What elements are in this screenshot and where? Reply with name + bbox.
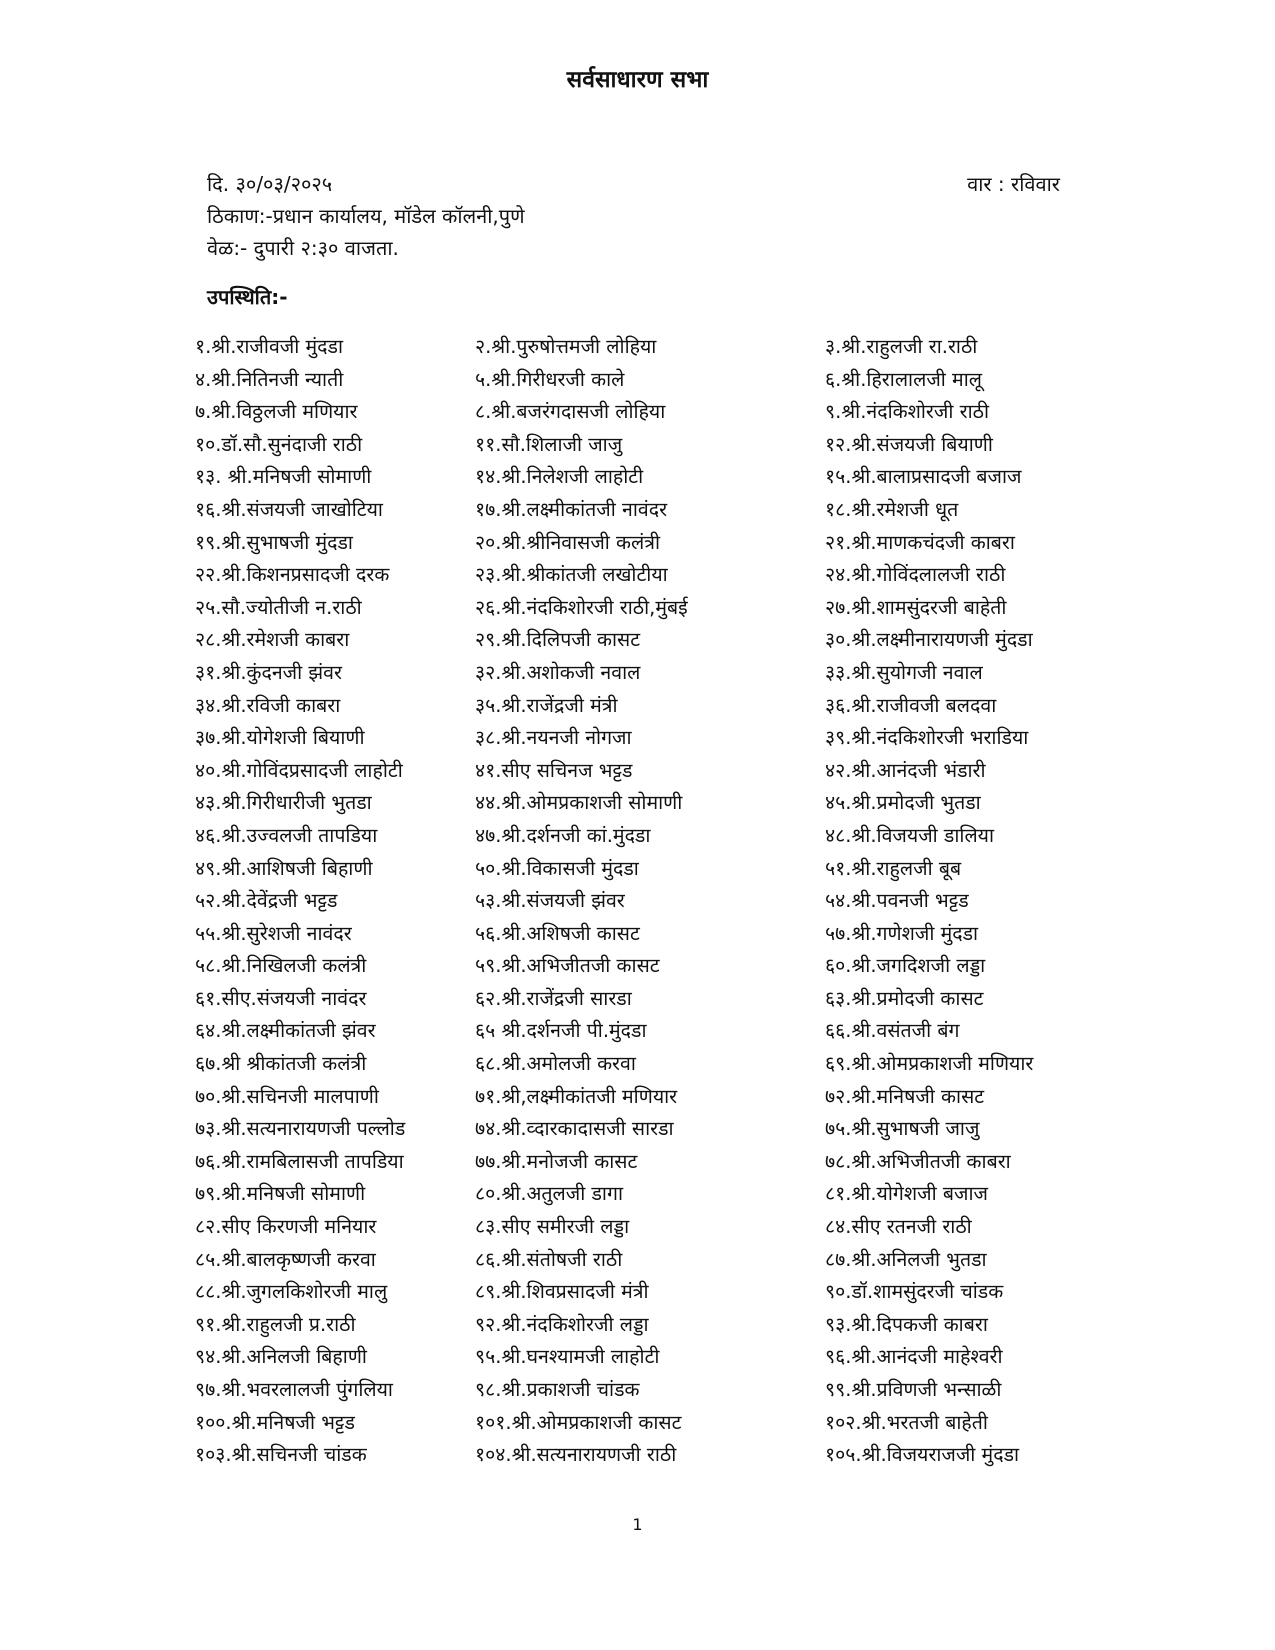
attendee-entry: २६.श्री.नंदकिशोरजी राठी,मुंबई — [475, 595, 688, 619]
attendee-entry: ५८.श्री.निखिलजी कलंत्री — [195, 954, 367, 978]
attendee-entry: ८६.श्री.संतोषजी राठी — [475, 1247, 623, 1271]
attendee-entry: ९६.श्री.आनंदजी माहेश्वरी — [825, 1345, 1003, 1369]
attendee-entry: ७३.श्री.सत्यनारायणजी पल्लोड — [195, 1117, 406, 1141]
attendee-entry: २.श्री.पुरुषोत्तमजी लोहिया — [475, 335, 657, 358]
attendee-entry: १०.डॉ.सौ.सुनंदाजी राठी — [195, 432, 363, 456]
attendee-entry: ४१.सीए सचिनज भट्टड — [475, 758, 633, 782]
attendee-entry: ५७.श्री.गणेशजी मुंदडा — [825, 921, 979, 945]
attendee-entry: ९.श्री.नंदकिशोरजी राठी — [825, 400, 990, 424]
attendee-entry: ३९.श्री.नंदकिशोरजी भराडिया — [825, 726, 1029, 750]
attendee-entry: ७२.श्री.मनिषजी कासट — [825, 1084, 985, 1108]
attendee-entry: ६७.श्री श्रीकांतजी कलंत्री — [195, 1052, 367, 1076]
attendee-entry: १५.श्री.बालाप्रसादजी बजाज — [825, 465, 1022, 489]
attendee-entry: ५१.श्री.राहुलजी बूब — [825, 856, 962, 880]
attendee-entry: ४.श्री.नितिनजी न्याती — [195, 367, 344, 391]
attendee-entry: ९९.श्री.प्रविणजी भन्साळी — [825, 1378, 1002, 1401]
attendee-entry: ५२.श्री.देवेंद्रजी भट्टड — [195, 889, 338, 913]
attendee-entry: ४८.श्री.विजयजी डालिया — [825, 823, 995, 847]
attendee-entry: ४६.श्री.उज्वलजी तापडिया — [195, 823, 378, 847]
attendee-entry: ८०.श्री.अतुलजी डागा — [475, 1182, 623, 1206]
attendee-entry: १०२.श्री.भरतजी बाहेती — [825, 1410, 988, 1434]
attendee-entry: ५.श्री.गिरीधरजी काले — [475, 367, 625, 391]
attendee-entry: ७९.श्री.मनिषजी सोमाणी — [195, 1182, 366, 1206]
attendee-entry: ४५.श्री.प्रमोदजी भुतडा — [825, 791, 981, 815]
meeting-venue: ठिकाण:-प्रधान कार्यालय, मॉडेल कॉलनी,पुणे — [207, 204, 525, 228]
attendee-entry: ७०.श्री.सचिनजी मालपाणी — [195, 1084, 379, 1108]
attendee-entry: १६.श्री.संजयजी जाखोटिया — [195, 497, 383, 521]
attendee-entry: ४३.श्री.गिरीधारीजी भुतडा — [195, 791, 372, 815]
attendance-heading: उपस्थिति:- — [207, 285, 288, 309]
attendee-entry: ९२.श्री.नंदकिशोरजी लड्डा — [475, 1312, 649, 1336]
attendee-entry: ५४.श्री.पवनजी भट्टड — [825, 889, 969, 913]
attendee-entry: २७.श्री.शामसुंदरजी बाहेती — [825, 595, 1007, 619]
attendee-entry: ९८.श्री.प्रकाशजी चांडक — [475, 1378, 640, 1401]
attendee-entry: ५३.श्री.संजयजी झंवर — [475, 889, 625, 913]
attendee-entry: ५०.श्री.विकासजी मुंदडा — [475, 856, 639, 880]
attendee-entry: ६.श्री.हिरालालजी मालू — [825, 367, 982, 391]
attendee-entry: ६२.श्री.राजेंद्रजी सारडा — [475, 986, 632, 1010]
attendee-entry: ७६.श्री.रामबिलासजी तापडिया — [195, 1149, 404, 1173]
attendee-entry: १४.श्री.निलेशजी लाहोटी — [475, 465, 644, 489]
attendee-entry: १०४.श्री.सत्यनारायणजी राठी — [475, 1443, 677, 1467]
attendee-entry: ७७.श्री.मनोजजी कासट — [475, 1149, 638, 1173]
attendee-entry: ३८.श्री.नयनजी नोगजा — [475, 726, 632, 750]
attendee-entry: ८.श्री.बजरंगदासजी लोहिया — [475, 400, 666, 424]
attendee-entry: ८२.सीए किरणजी मनियार — [195, 1215, 377, 1239]
attendee-entry: ८७.श्री.अनिलजी भुतडा — [825, 1247, 987, 1271]
attendee-entry: १३. श्री.मनिषजी सोमाणी — [195, 465, 372, 489]
attendee-entry: २४.श्री.गोविंदलालजी राठी — [825, 563, 1006, 587]
attendee-entry: ९३.श्री.दिपकजी काबरा — [825, 1312, 988, 1336]
document-title: सर्वसाधारण सभा — [566, 67, 709, 93]
attendee-entry: १००.श्री.मनिषजी भट्टड — [195, 1410, 355, 1434]
attendee-entry: १०१.श्री.ओमप्रकाशजी कासट — [475, 1410, 682, 1434]
attendee-entry: ९१.श्री.राहुलजी प्र.राठी — [195, 1312, 356, 1336]
attendee-entry: ७५.श्री.सुभाषजी जाजु — [825, 1117, 980, 1141]
attendee-entry: ८८.श्री.जुगलकिशोरजी मालु — [195, 1280, 388, 1304]
attendee-entry: २५.सौ.ज्योतीजी न.राठी — [195, 595, 362, 619]
attendee-entry: ९७.श्री.भवरलालजी पुंगलिया — [195, 1378, 393, 1401]
attendee-entry: २२.श्री.किशनप्रसादजी दरक — [195, 563, 390, 587]
attendee-entry: ६८.श्री.अमोलजी करवा — [475, 1052, 636, 1076]
attendee-entry: ५५.श्री.सुरेशजी नावंदर — [195, 921, 352, 945]
attendee-entry: ६१.सीए.संजयजी नावंदर — [195, 986, 367, 1010]
attendee-entry: १०३.श्री.सचिनजी चांडक — [195, 1443, 367, 1467]
attendee-entry: ३१.श्री.कुंदनजी झंवर — [195, 660, 342, 684]
attendee-entry: १२.श्री.संजयजी बियाणी — [825, 432, 993, 456]
attendee-entry: ६३.श्री.प्रमोदजी कासट — [825, 986, 984, 1010]
attendee-entry: ४४.श्री.ओमप्रकाशजी सोमाणी — [475, 791, 683, 815]
attendee-entry: १७.श्री.लक्ष्मीकांतजी नावंदर — [475, 497, 668, 521]
attendee-entry: २०.श्री.श्रीनिवासजी कलंत्री — [475, 530, 661, 554]
attendee-entry: १८.श्री.रमेशजी धूत — [825, 497, 959, 521]
attendee-entry: ३०.श्री.लक्ष्मीनारायणजी मुंदडा — [825, 628, 1033, 652]
attendee-entry: ३६.श्री.राजीवजी बलदवा — [825, 693, 997, 717]
attendee-entry: ३५.श्री.राजेंद्रजी मंत्री — [475, 693, 618, 717]
attendee-entry: ६०.श्री.जगदिशजी लड्डा — [825, 954, 986, 978]
attendee-entry: ४९.श्री.आशिषजी बिहाणी — [195, 856, 373, 880]
attendee-entry: २१.श्री.माणकचंदजी काबरा — [825, 530, 1015, 554]
attendee-entry: ३२.श्री.अशोकजी नवाल — [475, 660, 641, 684]
attendee-entry: ४२.श्री.आनंदजी भंडारी — [825, 758, 986, 782]
attendee-entry: ८३.सीए समीरजी लड्डा — [475, 1215, 630, 1239]
attendee-entry: ३.श्री.राहुलजी रा.राठी — [825, 335, 978, 358]
attendee-entry: ७१.श्री,लक्ष्मीकांतजी मणियार — [475, 1084, 678, 1108]
attendee-entry: ६६.श्री.वसंतजी बंग — [825, 1019, 960, 1043]
attendee-entry: ९४.श्री.अनिलजी बिहाणी — [195, 1345, 367, 1369]
attendee-entry: ८१.श्री.योगेशजी बजाज — [825, 1182, 988, 1206]
attendee-entry: ८९.श्री.शिवप्रसादजी मंत्री — [475, 1280, 649, 1304]
attendee-entry: १.श्री.राजीवजी मुंदडा — [195, 335, 343, 358]
attendee-entry: ५६.श्री.अशिषजी कासट — [475, 921, 640, 945]
meeting-time: वेळ:- दुपारी २:३० वाजता. — [207, 236, 399, 260]
attendee-entry: २८.श्री.रमेशजी काबरा — [195, 628, 350, 652]
attendee-entry: २३.श्री.श्रीकांतजी लखोटीया — [475, 563, 668, 587]
attendee-entry: ९०.डॉ.शामसुंदरजी चांडक — [825, 1280, 1004, 1304]
attendee-entry: ९५.श्री.घनश्यामजी लाहोटी — [475, 1345, 660, 1369]
attendee-entry: ३४.श्री.रविजी काबरा — [195, 693, 341, 717]
attendee-entry: ४७.श्री.दर्शनजी कां.मुंदडा — [475, 823, 651, 847]
meeting-date: दि. ३०/०३/२०२५ — [207, 172, 333, 196]
attendee-entry: ४०.श्री.गोविंदप्रसादजी लाहोटी — [195, 758, 403, 782]
attendee-entry: ८४.सीए रतनजी राठी — [825, 1215, 972, 1239]
attendee-entry: ६४.श्री.लक्ष्मीकांतजी झंवर — [195, 1019, 376, 1043]
attendee-entry: १०५.श्री.विजयराजजी मुंदडा — [825, 1443, 1020, 1467]
meeting-day: वार : रविवार — [967, 172, 1060, 196]
attendee-list — [195, 331, 1085, 1472]
attendee-entry: ६५ श्री.दर्शनजी पी.मुंदडा — [475, 1019, 647, 1043]
attendee-entry: ३७.श्री.योगेशजी बियाणी — [195, 726, 365, 750]
attendee-entry: ७.श्री.विठ्ठलजी मणियार — [195, 400, 358, 424]
attendee-entry: ६९.श्री.ओमप्रकाशजी मणियार — [825, 1052, 1034, 1076]
attendee-entry: ७८.श्री.अभिजीतजी काबरा — [825, 1149, 1011, 1173]
page-number: 1 — [632, 1515, 643, 1534]
attendee-entry: ११.सौ.शिलाजी जाजु — [475, 432, 623, 456]
attendee-entry: ८५.श्री.बालकृष्णजी करवा — [195, 1247, 376, 1271]
attendee-entry: ७४.श्री.व्दारकादासजी सारडा — [475, 1117, 674, 1141]
attendee-entry: १९.श्री.सुभाषजी मुंदडा — [195, 530, 353, 554]
attendee-entry: २९.श्री.दिलिपजी कासट — [475, 628, 641, 652]
attendee-entry: ५९.श्री.अभिजीतजी कासट — [475, 954, 660, 978]
attendee-entry: ३३.श्री.सुयोगजी नवाल — [825, 660, 983, 684]
